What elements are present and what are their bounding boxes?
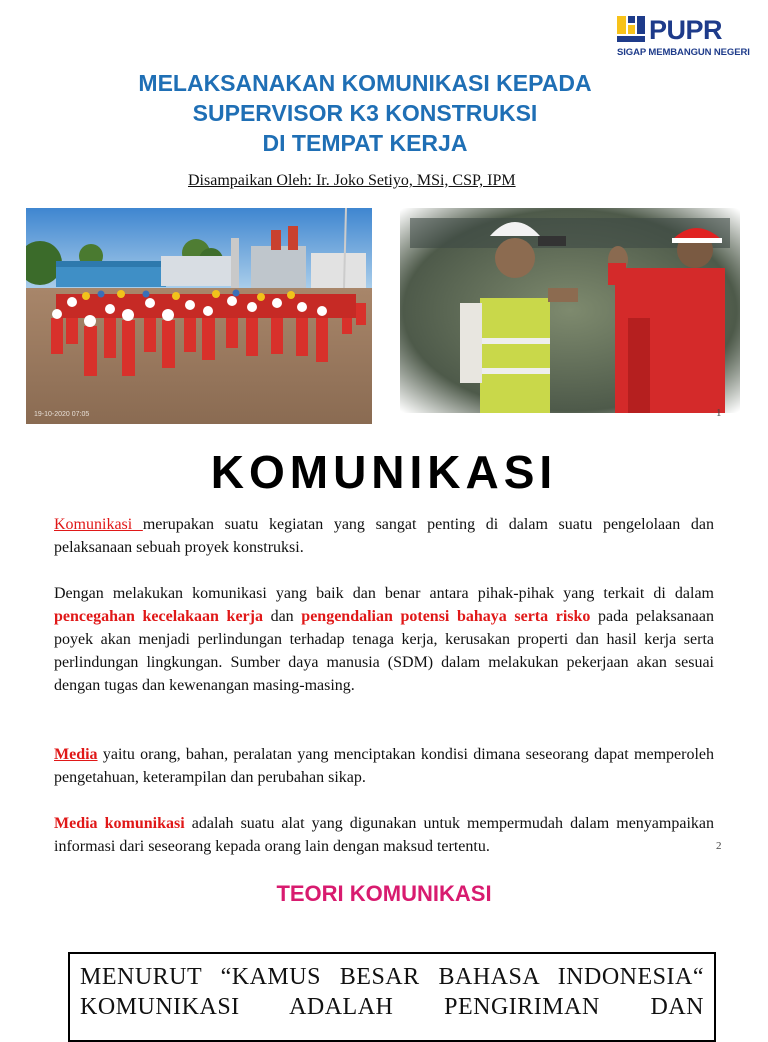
paragraph-media-komunikasi-text: adalah suatu alat yang digunakan untuk mempermudah dalam menyampaikan informasi dari seseorang kepada orang lain dengan maksud tertentu. bbox=[54, 815, 714, 855]
paragraph-media bbox=[54, 743, 714, 789]
title-line-1: MELAKSANAKAN KOMUNIKASI KEPADA bbox=[138, 70, 592, 96]
page-number-1: 1 bbox=[716, 407, 722, 419]
paragraph-pihak-b: dan bbox=[262, 608, 302, 625]
page-title bbox=[40, 68, 690, 158]
paragraph-pihak bbox=[54, 582, 714, 697]
paragraph-pihak-c: pada pelaksanaan poyek akan menjadi perlindungan terhadap tenaga kerja, kerusakan properti dan hasil kerja serta perlindungan lingkungan. Sumber daya manusia (SDM) dalam melakukan pekerjaan akan sesuai dengan tugas dan kewenangan masing-masing. bbox=[54, 608, 715, 694]
pupr-logo-mark-icon bbox=[617, 16, 645, 44]
photo-timestamp: 19-10-2020 07:05 bbox=[34, 411, 90, 418]
term-media: Media bbox=[54, 746, 98, 763]
title-line-2: SUPERVISOR K3 KONSTRUKSI bbox=[192, 100, 538, 126]
highlight-pengendalian: pengendalian potensi bahaya serta risko bbox=[301, 608, 591, 625]
page-number-2: 2 bbox=[716, 840, 722, 852]
paragraph-pihak-a: Dengan melakukan komunikasi yang baik dan benar antara pihak-pihak yang terkait di dalam bbox=[54, 585, 714, 602]
pupr-logo bbox=[617, 14, 757, 60]
paragraph-komunikasi-text: merupakan suatu kegiatan yang sangat penting di dalam suatu pengelolaan dan pelaksanaan sebuah proyek konstruksi. bbox=[54, 516, 714, 556]
paragraph-media-komunikasi bbox=[54, 812, 714, 858]
highlight-pencegahan: pencegahan kecelakaan kerja bbox=[54, 608, 263, 625]
presenter-line: Disampaikan Oleh: Ir. Joko Setiyo, MSi, CSP, IPM bbox=[188, 172, 516, 189]
teori-heading: TEORI KOMUNIKASI bbox=[276, 881, 492, 906]
term-media-komunikasi: Media komunikasi bbox=[54, 815, 185, 832]
definition-box bbox=[68, 952, 716, 1042]
term-komunikasi: Komunikasi bbox=[54, 516, 143, 533]
photo-two-workers bbox=[400, 208, 740, 413]
definition-line-2: KOMUNIKASI ADALAH PENGIRIMAN DAN bbox=[80, 994, 704, 1020]
logo-tagline: SIGAP MEMBANGUN NEGERI bbox=[617, 47, 750, 58]
definition-line-1: MENURUT “KAMUS BESAR BAHASA INDONESIA“ bbox=[80, 964, 704, 990]
title-line-3: DI TEMPAT KERJA bbox=[262, 130, 468, 156]
paragraph-komunikasi bbox=[54, 513, 714, 559]
section-heading: KOMUNIKASI bbox=[210, 446, 558, 498]
photo-workers-assembly bbox=[26, 208, 372, 424]
logo-brand: PUPR bbox=[649, 15, 723, 45]
definition-text bbox=[80, 962, 704, 1022]
paragraph-media-text: yaitu orang, bahan, peralatan yang menciptakan kondisi dimana seseorang dapat memperoleh pengetahuan, keterampilan dan perubahan sikap. bbox=[54, 746, 714, 786]
